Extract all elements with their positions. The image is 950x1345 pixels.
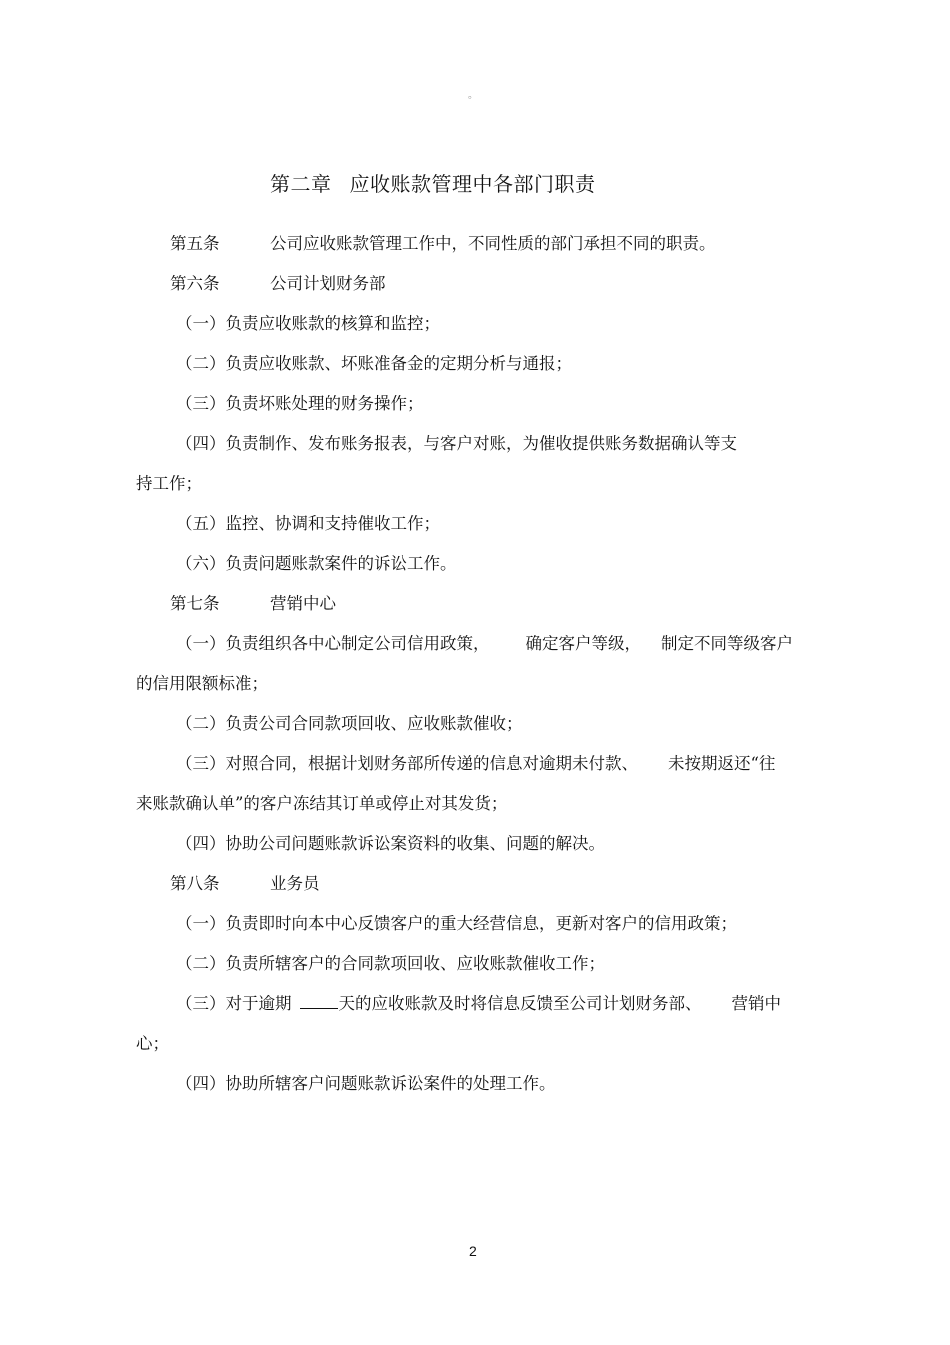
list-item-continuation: 持工作； [136, 474, 202, 493]
list-item-continuation: 来账款确认单”的客户冻结其订单或停止对其发货； [136, 794, 508, 813]
article-text: 公司应收账款管理工作中，不同性质的部门承担不同的职责。 [270, 234, 716, 253]
list-item-part: （三）对于逾期 [176, 994, 292, 1013]
article-heading: 营销中心 [270, 594, 336, 613]
article-heading: 业务员 [270, 874, 320, 893]
list-item: （五）监控、协调和支持催收工作； [176, 514, 440, 533]
list-item-part: （三）对照合同，根据计划财务部所传递的信息对逾期未付款、 [176, 754, 638, 773]
list-item-part: 制定不同等级客户 [661, 634, 793, 653]
list-item-part: 确定客户等级， [525, 634, 641, 653]
list-item-part: 营销中 [731, 994, 781, 1013]
chapter-title [270, 168, 596, 197]
list-item: （一）负责即时向本中心反馈客户的重大经营信息，更新对客户的信用政策； [176, 914, 737, 933]
article-heading: 公司计划财务部 [270, 274, 386, 293]
article-number: 第六条 [170, 274, 220, 293]
list-item [176, 993, 781, 1015]
chapter-number: 第二章 [270, 172, 332, 196]
chapter-heading: 应收账款管理中各部门职责 [349, 172, 596, 196]
fill-in-blank [300, 994, 338, 1009]
article-7-heading [170, 593, 336, 615]
list-item-part: 天的应收账款及时将信息反馈至公司计划财务部、 [338, 994, 702, 1013]
article-number: 第八条 [170, 874, 220, 893]
article-number: 第五条 [170, 234, 220, 253]
list-item-part: 未按期返还“往 [668, 754, 776, 773]
list-item-part: （一）负责组织各中心制定公司信用政策， [176, 634, 490, 653]
article-5 [170, 233, 716, 255]
list-item: （四）协助公司问题账款诉讼案资料的收集、问题的解决。 [176, 834, 605, 853]
list-item: （六）负责问题账款案件的诉讼工作。 [176, 554, 457, 573]
page-number: 2 [469, 1243, 477, 1259]
list-item [176, 633, 793, 655]
list-item: （二）负责公司合同款项回收、应收账款催收； [176, 714, 523, 733]
article-number: 第七条 [170, 594, 220, 613]
list-item: （三）负责坏账处理的财务操作； [176, 394, 424, 413]
list-item [176, 753, 775, 775]
list-item: （四）协助所辖客户问题账款诉讼案件的处理工作。 [176, 1074, 556, 1093]
list-item-continuation: 心； [136, 1034, 169, 1053]
article-8-heading [170, 873, 320, 895]
list-item: （一）负责应收账款的核算和监控； [176, 314, 440, 333]
list-item-continuation: 的信用限额标准； [136, 674, 268, 693]
list-item: （四）负责制作、发布账务报表，与客户对账，为催收提供账务数据确认等支 [176, 434, 737, 453]
list-item: （二）负责所辖客户的合同款项回收、应收账款催收工作； [176, 954, 605, 973]
list-item: （二）负责应收账款、坏账准备金的定期分析与通报； [176, 354, 572, 373]
article-6-heading [170, 273, 386, 295]
header-mark: 。 [468, 90, 478, 101]
